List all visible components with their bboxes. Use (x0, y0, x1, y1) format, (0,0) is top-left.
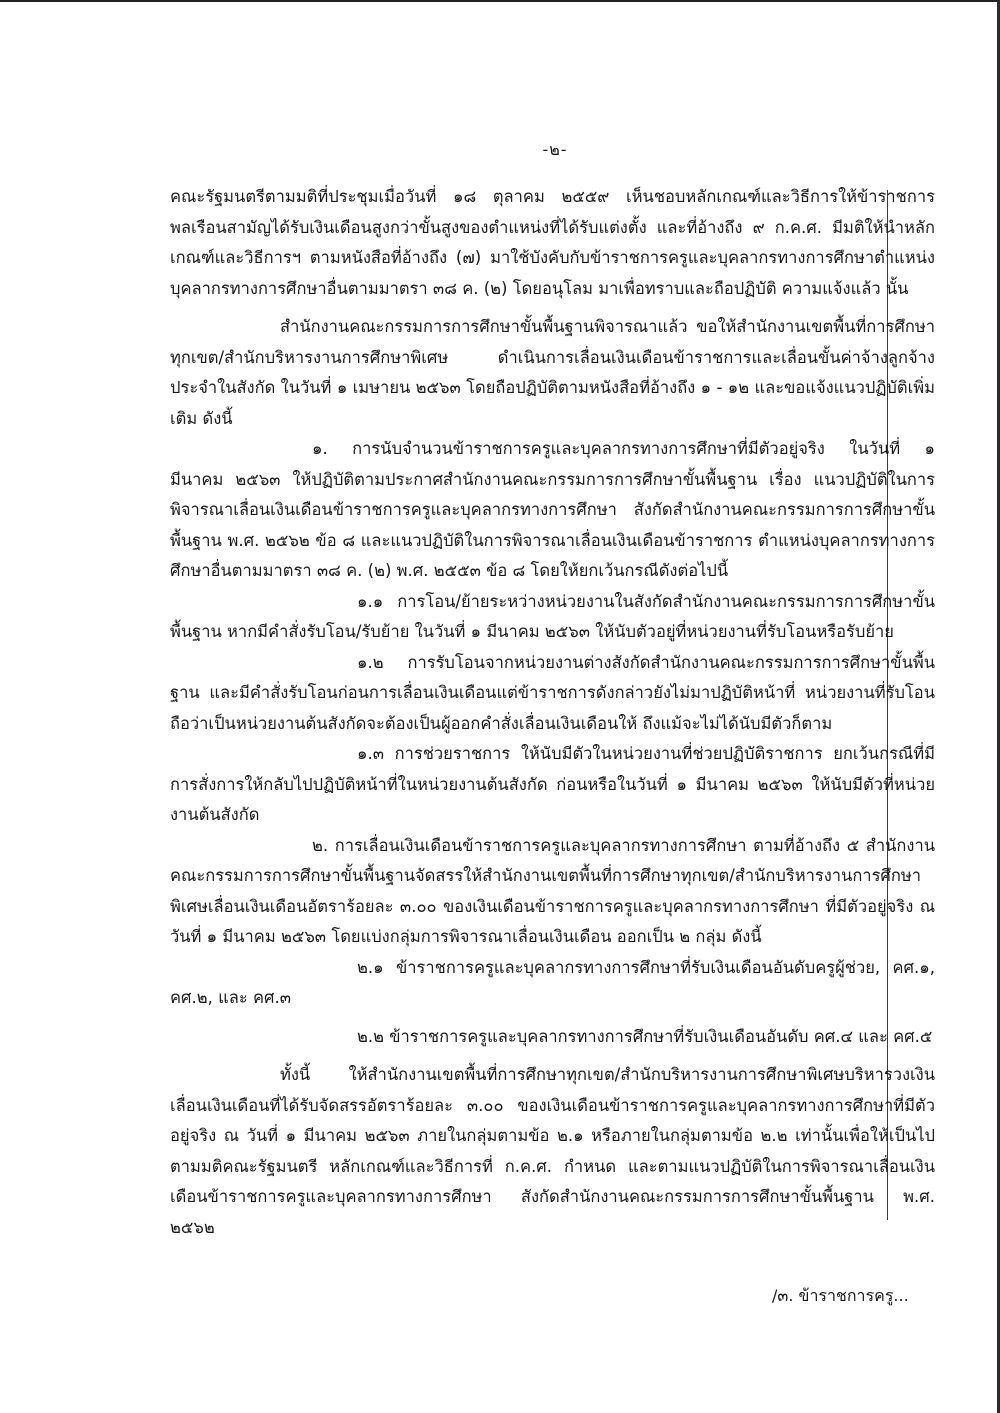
paragraph-item-1-3: ๑.๓ การช่วยราชการ ให้นับมีตัวในหน่วยงานที่ช่วยปฏิบัติราชการ ยกเว้นกรณีที่มีการสั่งการให้กลับไปปฏิบัติหน้าที่ในหน่วยงานต้นสังกัด ก่อนหรือในวันที่ ๑ มีนาคม ๒๕๖๓ ให้นับมีตัวที่หน่วยงานต้นสังกัด (170, 744, 935, 824)
scan-edge-top (0, 0, 1000, 2)
paragraph-intro: คณะรัฐมนตรีตามมติที่ประชุมเมื่อวันที่ ๑๘ ตุลาคม ๒๕๕๙ เห็นชอบหลักเกณฑ์และวิธีการให้ข้าราชการพลเรือนสามัญได้รับเงินเดือนสูงกว่าขั้นสูงของตำแหน่งที่ได้รับแต่งตั้ง และที่อ้างถึง ๙ ก.ค.ศ. มีมติให้นำหลักเกณฑ์และวิธีการฯ ตามหนังสือที่อ้างถึง (๗) มาใช้บังคับกับข้าราชการครูและบุคลากรทางการศึกษาตำแหน่งบุคลากรทางการศึกษาอื่นตามมาตรา ๓๘ ค. (๒) โดยอนุโลม มาเพื่อทราบและถือปฏิบัติ ความแจ้งแล้ว นั้น (170, 187, 935, 298)
paragraph-item-1-1: ๑.๑ การโอน/ย้ายระหว่างหน่วยงานในสังกัดสำนักงานคณะกรรมการการศึกษาขั้นพื้นฐาน หากมีคำสั่งรับโอน/รับย้าย ในวันที่ ๑ มีนาคม ๒๕๖๓ ให้นับตัวอยู่ที่หน่วยงานที่รับโอนหรือรับย้าย (170, 591, 935, 641)
paragraph-instruction: สำนักงานคณะกรรมการการศึกษาขั้นพื้นฐานพิจารณาแล้ว ขอให้สำนักงานเขตพื้นที่การศึกษาทุกเขต/สำนักบริหารงานการศึกษาพิเศษ ดำเนินการเลื่อนเงินเดือนข้าราชการและเลื่อนขั้นค่าจ้างลูกจ้างประจำในสังกัด ในวันที่ ๑ เมษายน ๒๕๖๓ โดยถือปฏิบัติตามหนังสือที่อ้างถึง ๑ - ๑๒ และขอแจ้งแนวปฏิบัติเพิ่มเติม ดังนี้ (170, 317, 935, 428)
document-body (170, 182, 935, 1243)
paragraph-conclusion: ทั้งนี้ ให้สำนักงานเขตพื้นที่การศึกษาทุกเขต/สำนักบริหารงานการศึกษาพิเศษบริหารวงเงินเลื่อนเงินเดือนที่ได้รับจัดสรรอัตราร้อยละ ๓.๐๐ ของเงินเดือนข้าราชการครูและบุคลากรทางการศึกษาที่มีตัวอยู่จริง ณ วันที่ ๑ มีนาคม ๒๕๖๓ ภายในกลุ่มตามข้อ ๒.๑ หรือภายในกลุ่มตามข้อ ๒.๒ เท่านั้นเพื่อให้เป็นไปตามมติคณะรัฐมนตรี หลักเกณฑ์และวิธีการที่ ก.ค.ศ. กำหนด และตามแนวปฏิบัติในการพิจารณาเลื่อนเงินเดือนข้าราชการครูและบุคลากรทางการศึกษา สังกัดสำนักงานคณะกรรมการการศึกษาขั้นพื้นฐาน พ.ศ. ๒๕๖๒ (170, 1065, 935, 1237)
paragraph-item-2-2: ๒.๒ ข้าราชการครูและบุคลากรทางการศึกษาที่รับเงินเดือนอันดับ คศ.๔ และ คศ.๕ (357, 1026, 933, 1046)
paragraph-item-2-1: ๒.๑ ข้าราชการครูและบุคลากรทางการศึกษาที่รับเงินเดือนอันดับครูผู้ช่วย, คศ.๑, คศ.๒, และ คศ.๓ (170, 957, 935, 1007)
paragraph-item-2: ๒. การเลื่อนเงินเดือนข้าราชการครูและบุคลากรทางการศึกษา ตามที่อ้างถึง ๕ สำนักงานคณะกรรมการการศึกษาขั้นพื้นฐานจัดสรรให้สำนักงานเขตพื้นที่การศึกษาทุกเขต/สำนักบริหารงานการศึกษาพิเศษเลื่อนเงินเดือนอัตราร้อยละ ๓.๐๐ ของเงินเดือนข้าราชการครูและบุคลากรทางการศึกษา ที่มีตัวอยู่จริง ณ วันที่ ๑ มีนาคม ๒๕๖๓ โดยแบ่งกลุ่มการพิจารณาเลื่อนเงินเดือน ออกเป็น ๒ กลุ่ม ดังนี้ (170, 835, 935, 946)
continuation-note: /๓. ข้าราชการครู... (772, 1286, 909, 1305)
page-number: -๒- (542, 140, 568, 159)
paragraph-item-1-2: ๑.๒ การรับโอนจากหน่วยงานต่างสังกัดสำนักงานคณะกรรมการการศึกษาขั้นพื้นฐาน และมีคำสั่งรับโอนก่อนการเลื่อนเงินเดือนแต่ข้าราชการดังกล่าวยังไม่มาปฏิบัติหน้าที่ หน่วยงานที่รับโอนถือว่าเป็นหน่วยงานต้นสังกัดจะต้องเป็นผู้ออกคำสั่งเลื่อนเงินเดือนให้ ถึงแม้จะไม่ได้นับมีตัวก็ตาม (170, 652, 935, 733)
paragraph-item-1: ๑. การนับจำนวนข้าราชการครูและบุคลากรทางการศึกษาที่มีตัวอยู่จริง ในวันที่ ๑ มีนาคม ๒๕๖๓ ให้ปฏิบัติตามประกาศสำนักงานคณะกรรมการการศึกษาขั้นพื้นฐาน เรื่อง แนวปฏิบัติในการพิจารณาเลื่อนเงินเดือนข้าราชการครูและบุคลากรทางการศึกษา สังกัดสำนักงานคณะกรรมการการศึกษาขั้นพื้นฐาน พ.ศ. ๒๕๖๒ ข้อ ๘ และแนวปฏิบัติในการพิจารณาเลื่อนเงินเดือนข้าราชการ ตำแหน่งบุคลากรทางการศึกษาอื่นตามมาตรา ๓๘ ค. (๒) พ.ศ. ๒๕๕๓ ข้อ ๘ โดยให้ยกเว้นกรณีดังต่อไปนี้ (170, 439, 935, 580)
